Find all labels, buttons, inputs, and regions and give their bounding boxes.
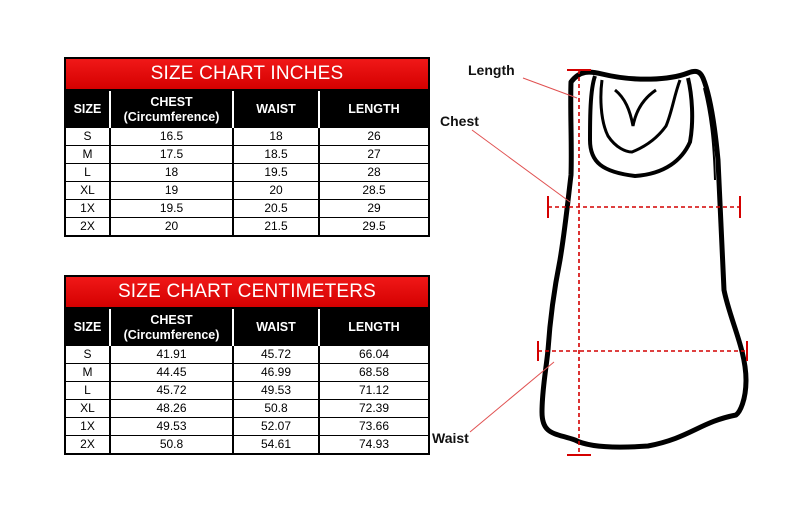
- cell-chest: 45.72: [110, 382, 233, 400]
- tank-top-illustration: [430, 50, 812, 470]
- cell-length: 74.93: [358, 437, 390, 451]
- cell-size: L: [66, 164, 110, 182]
- cell-length: 27: [319, 146, 428, 164]
- cell-length: 66.04: [319, 346, 428, 364]
- header-chest: [110, 91, 233, 128]
- cell-length: 29: [319, 200, 428, 218]
- cell-chest: 18: [110, 164, 233, 182]
- length-label: Length: [468, 62, 515, 78]
- cell-length: 26: [319, 128, 428, 146]
- cell-waist: 18: [233, 128, 319, 146]
- cell-chest: 19.5: [110, 200, 233, 218]
- tank-top-inner-back: [601, 80, 680, 152]
- chest-label: Chest: [440, 113, 479, 129]
- cell-waist: 54.61: [233, 436, 319, 454]
- header-chest-line2: (Circumference): [123, 109, 220, 124]
- cell-length: 68.58: [319, 364, 428, 382]
- cell-size: 2X: [66, 218, 110, 236]
- size-chart-centimeters-title: SIZE CHART CENTIMETERS: [66, 277, 428, 309]
- size-chart-inches-table: [66, 91, 428, 235]
- header-chest-line1: CHEST: [150, 312, 193, 327]
- cell-chest: 49.53: [110, 418, 233, 436]
- table-row: [66, 164, 428, 182]
- header-chest-line1: CHEST: [150, 94, 193, 109]
- cell-waist: 52.07: [233, 418, 319, 436]
- cell-waist: 19.5: [233, 164, 319, 182]
- header-waist: WAIST: [233, 309, 319, 346]
- cell-size: 1X: [66, 200, 110, 218]
- header-size: SIZE: [66, 91, 110, 128]
- cell-waist: 45.72: [233, 346, 319, 364]
- tank-top-outline: [542, 71, 746, 447]
- table-row: [66, 364, 428, 382]
- cell-length: 73.66: [319, 418, 428, 436]
- table-row: [66, 128, 428, 146]
- table-row: [66, 346, 428, 364]
- table-row: [66, 436, 428, 454]
- cell-chest: 19: [110, 182, 233, 200]
- table-row: [66, 200, 428, 218]
- cell-size: M: [66, 146, 110, 164]
- header-size: SIZE: [66, 309, 110, 346]
- size-chart-inches-title: SIZE CHART INCHES: [66, 59, 428, 91]
- table-row: [66, 382, 428, 400]
- cell-waist: 50.8: [233, 400, 319, 418]
- table-row: [66, 400, 428, 418]
- cell-size: M: [66, 364, 110, 382]
- cell-waist: 49.53: [233, 382, 319, 400]
- cell-chest: 41.91: [110, 346, 233, 364]
- tank-top-diagram: [430, 50, 812, 470]
- size-chart-centimeters-table: [66, 309, 428, 453]
- cell-chest: 20: [110, 218, 233, 236]
- header-chest: [110, 309, 233, 346]
- cell-waist: 18.5: [233, 146, 319, 164]
- cell-size: L: [66, 382, 110, 400]
- cell-chest: 44.45: [110, 364, 233, 382]
- cell-length: 72.39: [319, 400, 428, 418]
- cell-chest: 50.8: [110, 436, 233, 454]
- table-row: [66, 182, 428, 200]
- table-header-row: [66, 309, 428, 346]
- table-header-row: [66, 91, 428, 128]
- table-row: [66, 146, 428, 164]
- cell-size: 1X: [66, 418, 110, 436]
- cell-waist: 20.5: [233, 200, 319, 218]
- cell-size: XL: [66, 400, 110, 418]
- size-chart-centimeters: [64, 275, 430, 455]
- table-row: [66, 418, 428, 436]
- header-length: LENGTH: [319, 309, 428, 346]
- header-chest-line2: (Circumference): [123, 327, 220, 342]
- waist-label: Waist: [432, 430, 469, 446]
- header-waist: WAIST: [233, 91, 319, 128]
- cell-length: 29.5: [362, 219, 386, 233]
- cell-size: S: [66, 346, 110, 364]
- tank-top-racerback: [615, 90, 656, 126]
- cell-chest: 48.26: [110, 400, 233, 418]
- chest-pointer-line: [472, 130, 570, 202]
- cell-length: 28: [319, 164, 428, 182]
- cell-length: 28.5: [319, 182, 428, 200]
- header-length: LENGTH: [319, 91, 428, 128]
- cell-chest: 16.5: [110, 128, 233, 146]
- cell-waist: 20: [233, 182, 319, 200]
- cell-length: 71.12: [319, 382, 428, 400]
- cell-chest: 17.5: [110, 146, 233, 164]
- cell-size: 2X: [66, 436, 110, 454]
- cell-waist: 46.99: [233, 364, 319, 382]
- cell-size: XL: [66, 182, 110, 200]
- size-chart-inches: [64, 57, 430, 237]
- cell-waist: 21.5: [233, 218, 319, 236]
- cell-size: S: [66, 128, 110, 146]
- table-row: [66, 218, 428, 236]
